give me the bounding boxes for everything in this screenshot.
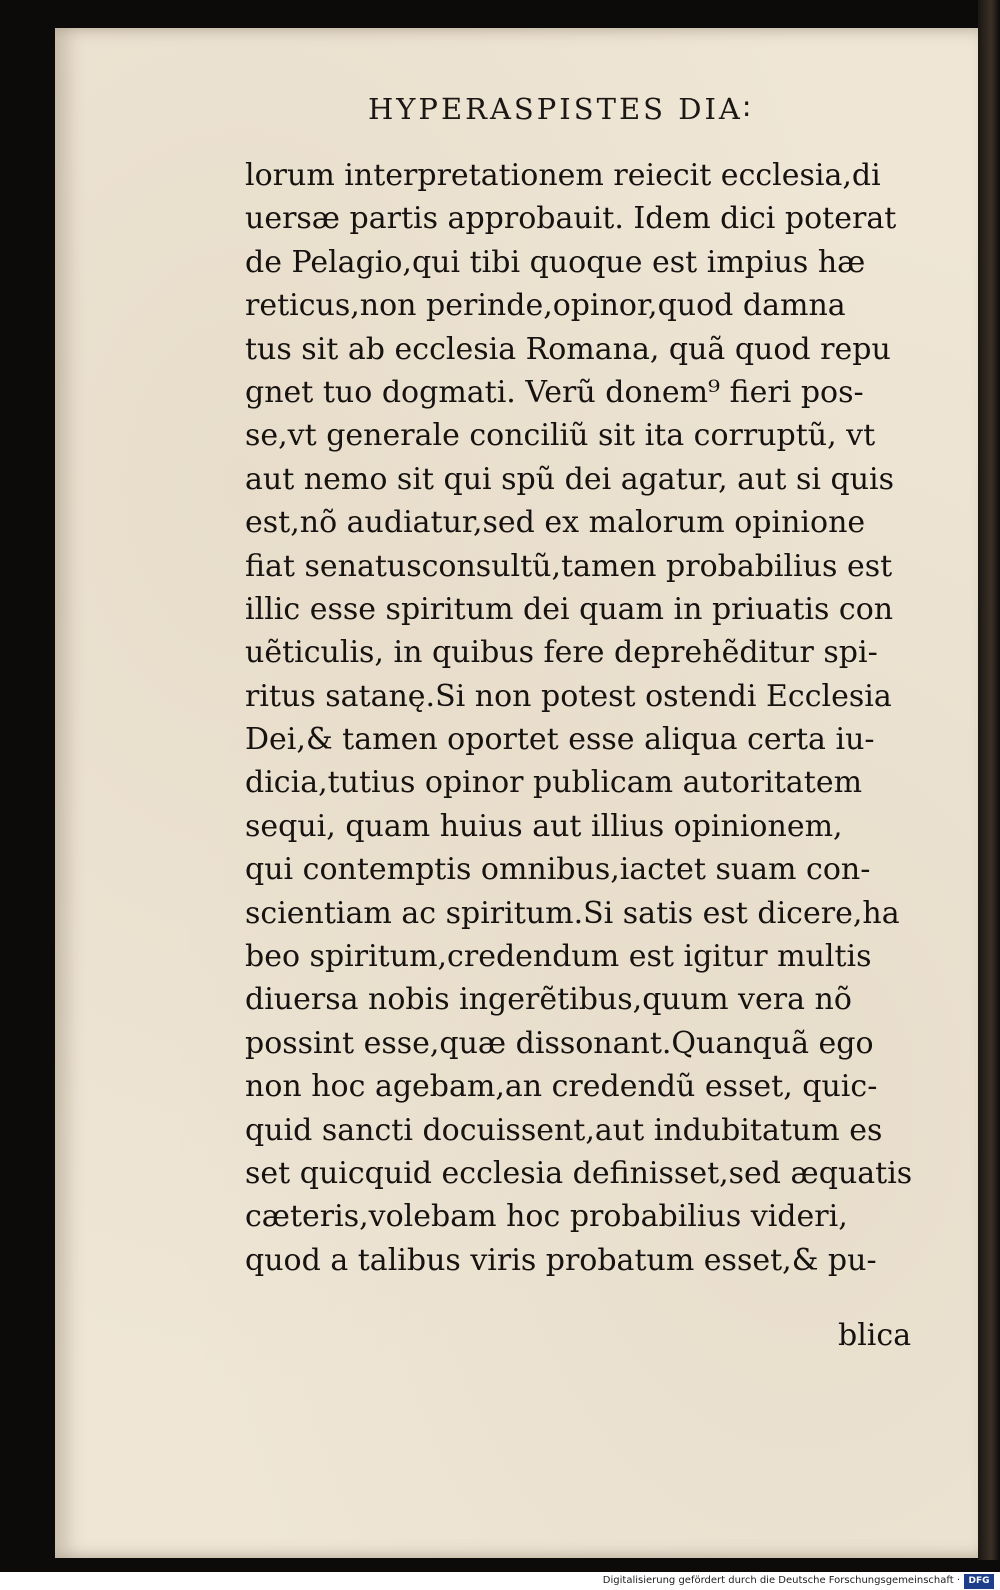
text-line: ritus satanę.Si non potest ostendi Ecclesia [245,678,892,714]
text-line: Dei,& tamen oportet esse aliqua certa iu- [245,722,875,758]
page-edge-shadow [978,0,1000,1560]
text-line: se,vt generale conciliũ sit ita corruptũ, vt [245,418,876,454]
text-line: qui contemptis omnibus,iactet suam con- [245,852,871,888]
text-line: diuersa nobis ingerẽtibus,quum vera nõ [245,982,852,1018]
text-line: reticus,non perinde,opinor,quod damna [245,288,846,324]
catchword: blica [838,1318,912,1353]
text-line: dicia,tutius opinor publicam autoritatem [245,765,863,801]
text-line: tus sit ab ecclesia Romana, quã quod repu [245,331,891,367]
text-line: aut nemo sit qui spũ dei agatur, aut si quis [245,461,895,497]
text-line: set quicquid ecclesia definisset,sed æquatis [245,1155,913,1191]
text-line: quid sancti docuissent,aut indubitatum es [245,1112,883,1148]
text-line: illic esse spiritum dei quam in priuatis con [245,591,894,627]
text-line: non hoc agebam,an credendũ esset, quic- [245,1069,878,1105]
text-line: de Pelagio,qui tibi quoque est impius hæ [245,244,866,280]
text-line: quod a talibus viris probatum esset,& pu- [245,1242,877,1278]
text-line: scientiam ac spiritum.Si satis est dicere,ha [245,895,900,931]
text-line: gnet tuo dogmati. Verũ donem⁹ fieri pos- [245,374,864,410]
text-line: est,nõ audiatur,sed ex malorum opinione [245,505,866,541]
dfg-logo-icon: DFG [964,1574,994,1589]
text-line: fiat senatusconsultũ,tamen probabilius est [245,548,893,584]
text-line: cæteris,volebam hoc probabilius videri, [245,1199,848,1235]
text-line: sequi, quam huius aut illius opinionem, [245,808,843,844]
text-line: beo spiritum,credendum est igitur multis [245,939,872,975]
text-line: uersæ partis approbauit. Idem dici poterat [245,201,897,237]
running-head: HYPERASPISTES DIA∶ [368,92,754,126]
text-line: possint esse,quæ dissonant.Quanquã ego [245,1025,874,1061]
text-line: uẽticulis, in quibus fere deprehẽditur spi- [245,635,878,671]
text-line: lorum interpretationem reiecit ecclesia,di [245,158,881,193]
digitization-credit: Digitalisierung gefördert durch die Deutsche Forschungsgemeinschaft · [602,1575,960,1586]
body-text [245,154,955,1282]
